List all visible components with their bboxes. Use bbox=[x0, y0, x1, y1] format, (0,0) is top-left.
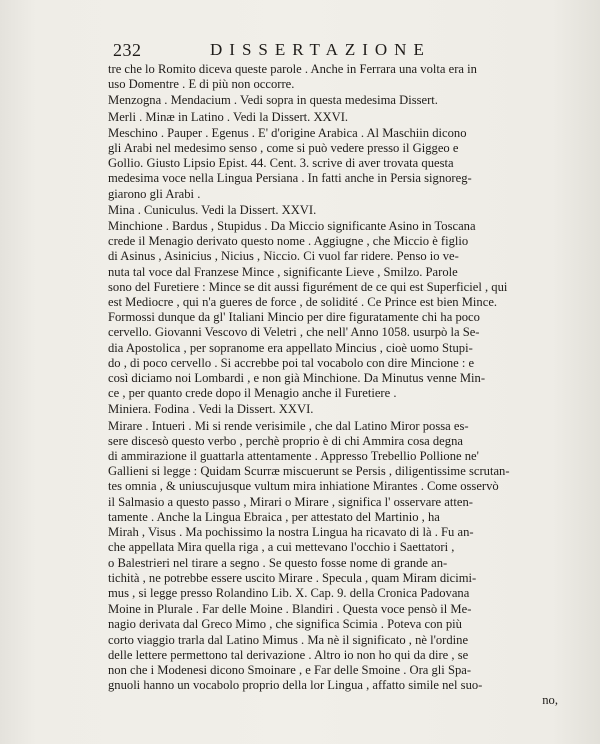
text-line: sono del Furetiere : Mince se dit aussi figurément de ce qui est Superficiel , qui bbox=[108, 279, 508, 294]
text-line: est Mediocre , qui n'a gueres de force , de solidité . Ce Prince est bien Mince. bbox=[108, 295, 498, 310]
entry-moine: Moine in Plurale . Far delle Moine . Blandiri . Questa voce pensò il Me- bbox=[108, 602, 472, 617]
text-line: gnuoli hanno un vocabolo proprio della lor Lingua , affatto simile nel suo- bbox=[108, 678, 483, 693]
text-line: tes omnia , & uniuscujusque vultum mira inhiatione Mirantes . Come osservò bbox=[108, 479, 499, 494]
entry-mirare: Mirare . Intueri . Mi si rende verisimile , che dal Latino Miror possa es- bbox=[108, 418, 469, 433]
entry-mina: Mina . Cuniculus. Vedi la Dissert. XXVI. bbox=[108, 202, 317, 217]
text-line: crede il Menagio derivato questo nome . Aggiugne , che Miccio è figlio bbox=[108, 234, 469, 249]
text-line: Formossi dunque da gl' Italiani Mincio per dire figuratamente chi ha poco bbox=[108, 310, 480, 325]
text-line: do , di poco cervello . Si accrebbe poi tal vocabolo con dire Mincione : e bbox=[108, 355, 475, 370]
entry-miniera: Miniera. Fodina . Vedi la Dissert. XXVI. bbox=[108, 402, 314, 417]
text-line: tichità , ne potrebbe essere uscito Mirare . Specula , quam Miram dicimi- bbox=[108, 570, 477, 585]
text-line: Gollio. Giusto Lipsio Epist. 44. Cent. 3. scrive di aver trovata questa bbox=[108, 156, 454, 171]
dictionary-text bbox=[108, 62, 560, 709]
text-line: tre che lo Romito diceva queste parole . Anche in Ferrara una volta era in bbox=[108, 62, 477, 76]
text-line: nuta tal voce dal Franzese Mince , significante Lieve , Smilzo. Parole bbox=[108, 264, 458, 279]
text-line: no, bbox=[542, 693, 558, 708]
running-title: DISSERTAZIONE bbox=[210, 40, 431, 59]
text-line: medesima voce nella Lingua Persiana . In fatti anche in Persia signoreg- bbox=[108, 171, 472, 186]
text-line: di ammirazione il guattarla attentamente . Appresso Trebellio Pollione ne' bbox=[108, 449, 479, 464]
page-header bbox=[113, 40, 553, 64]
text-line: dia Apostolica , per sopranome era appellato Mincius , cioè uomo Stupi- bbox=[108, 340, 473, 355]
text-line: corto viaggio trarla dal Latino Mimus . Ma nè il significato , nè l'ordine bbox=[108, 632, 469, 647]
text-line: Gallieni si legge : Quidam Scurræ miscuerunt se Persis , diligentissime scrutan- bbox=[108, 464, 510, 479]
text-line: delle lettere permettono tal derivazione . Altro io non ho qui da dire , se bbox=[108, 647, 469, 662]
entry-merli: Merli . Minæ in Latino . Vedi la Dissert. XXVI. bbox=[108, 109, 349, 124]
text-line: ce , per quanto crede dopo il Menagio anche il Furetiere . bbox=[108, 386, 397, 401]
text-line: così diciamo noi Lombardi , e non già Minchione. Da Minutus venne Min- bbox=[108, 371, 486, 386]
entry-menzogna: Menzogna . Mendacium . Vedi sopra in questa medesima Dissert. bbox=[108, 93, 438, 108]
entry-minchione: Minchione . Bardus , Stupidus . Da Miccio significante Asino in Toscana bbox=[108, 219, 476, 234]
text-line: cervello. Giovanni Vescovo di Veletri , che nell' Anno 1058. usurpò la Se- bbox=[108, 325, 480, 340]
entry-meschino: Meschino . Pauper . Egenus . E' d'origine Arabica . Al Maschiin dicono bbox=[108, 125, 467, 140]
text-line: uso Domentre . E di più non occorre. bbox=[108, 77, 295, 92]
text-line: il Salmasio a questo passo , Mirari o Mirare , significa l' osservare atten- bbox=[108, 494, 473, 509]
text-line: sere discesò questo verbo , perchè proprio è di chi Ammira cosa degna bbox=[108, 433, 463, 448]
text-line: giarono gli Arabi . bbox=[108, 186, 201, 201]
text-line: Mirah , Visus . Ma pochissimo la nostra Lingua ha ricavato di là . Fu an- bbox=[108, 525, 474, 540]
text-line: nagio derivata dal Greco Mimo , che significa Scimia . Poteva con più bbox=[108, 617, 462, 632]
text-line: di Asinus , Asinicius , Nicius , Niccio. Ci vuol far ridere. Penso io ve- bbox=[108, 249, 459, 264]
text-line: non che i Modenesi dicono Smoinare , e Far delle Smoine . Ora gli Spa- bbox=[108, 662, 472, 677]
text-line: tamente . Anche la Lingua Ebraica , per attestato del Martinio , ha bbox=[108, 509, 440, 524]
page-number: 232 bbox=[113, 40, 142, 60]
text-line: gli Arabi nel medesimo senso , come si può vedere presso il Giggeo e bbox=[108, 141, 459, 156]
text-line: mus , si legge presso Rolandino Lib. X. Cap. 9. della Cronica Padovana bbox=[108, 585, 470, 600]
text-line: che appellata Mira quella riga , a cui mettevano l'occhio i Saettatori , bbox=[108, 540, 455, 555]
text-line: o Balestrieri nel tirare a segno . Se questo fosse nome di grande an- bbox=[108, 555, 448, 570]
